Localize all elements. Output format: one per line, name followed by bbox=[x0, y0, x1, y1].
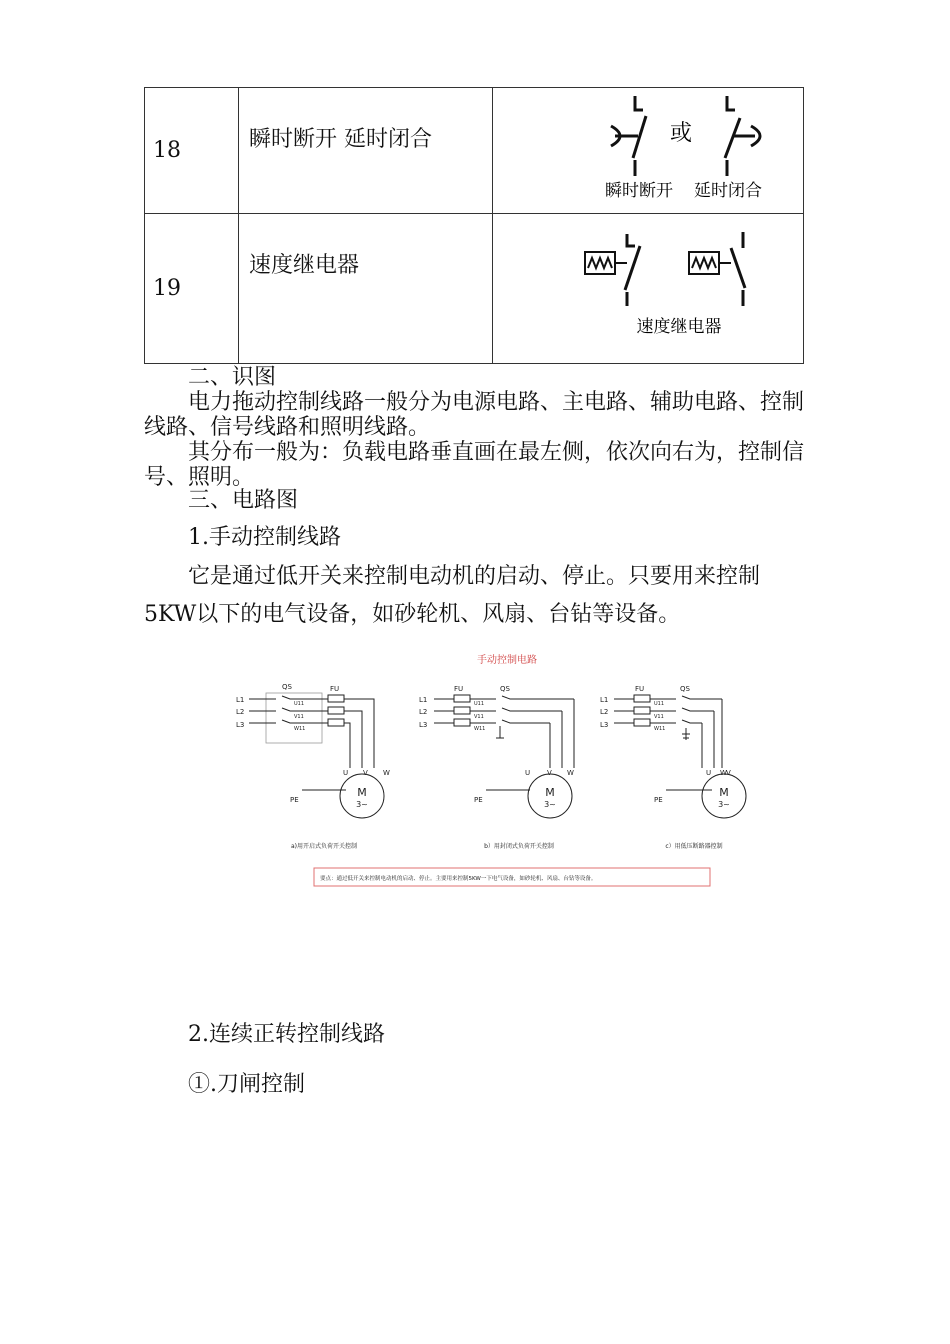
motor-phase: 3~ bbox=[718, 800, 730, 809]
row-name-text: 瞬时断开 延时闭合 bbox=[249, 127, 432, 152]
motor-label: M bbox=[719, 786, 729, 799]
paragraph: 电力拖动控制线路一般分为电源电路、主电路、辅助电路、控制线路、信号线路和照明线路。 bbox=[144, 390, 805, 440]
motor-phase: 3~ bbox=[544, 800, 556, 809]
v-label: V bbox=[726, 769, 731, 777]
caption-left: 瞬时断开 bbox=[605, 181, 673, 201]
w-label: W bbox=[383, 769, 390, 777]
l2-label: L2 bbox=[419, 708, 428, 716]
fu-label: FU bbox=[635, 685, 645, 693]
section-heading: 三、电路图 bbox=[188, 488, 299, 513]
circuit-a bbox=[236, 683, 390, 850]
note-text: 要点：通过低开关来控制电动机的启动、停止。主要用来控制5KW一下电气设备，如砂轮机、风扇、台钻等设备。 bbox=[320, 876, 597, 882]
or-text: 或 bbox=[669, 121, 693, 146]
motor-label: M bbox=[357, 786, 367, 799]
u-label: U bbox=[706, 769, 712, 777]
table-row bbox=[145, 214, 804, 364]
u11-label: U11 bbox=[294, 701, 305, 707]
pe-label: PE bbox=[654, 796, 663, 804]
circuit-c bbox=[600, 685, 746, 850]
l2-label: L2 bbox=[236, 708, 245, 716]
u-label: U bbox=[525, 769, 531, 777]
paragraph: 它是通过低开关来控制电动机的启动、停止。只要用来控制5KW以下的电气设备，如砂轮机、风扇、台钻等设备。 bbox=[144, 564, 761, 627]
caption-a: a)用开启式负荷开关控制 bbox=[290, 843, 358, 850]
caption-c: c）用低压断路器控制 bbox=[665, 843, 723, 850]
l1-label: L1 bbox=[236, 696, 245, 704]
w-label: W bbox=[567, 769, 574, 777]
l1-label: L1 bbox=[600, 696, 609, 704]
delay-contact-symbol bbox=[493, 88, 823, 213]
v11-label: V11 bbox=[474, 714, 484, 720]
table-row bbox=[145, 88, 804, 214]
row-name bbox=[239, 88, 493, 214]
l3-label: L3 bbox=[600, 721, 609, 729]
symbol-table bbox=[144, 87, 804, 364]
l2-label: L2 bbox=[600, 708, 609, 716]
motor-phase: 3~ bbox=[356, 800, 368, 809]
symbol-cell bbox=[493, 214, 804, 364]
row-name bbox=[239, 214, 493, 364]
manual-control-circuit-diagram bbox=[224, 650, 731, 892]
w11-label: W11 bbox=[474, 726, 486, 732]
l3-label: L3 bbox=[236, 721, 245, 729]
circuit-title: 手动控制电路 bbox=[477, 655, 537, 666]
speed-relay-symbol bbox=[493, 214, 823, 363]
w11-label: W11 bbox=[654, 726, 666, 732]
v-label: V bbox=[363, 769, 368, 777]
symbol-caption: 速度继电器 bbox=[636, 317, 722, 337]
v11-label: V11 bbox=[294, 714, 304, 720]
motor-label: M bbox=[545, 786, 555, 799]
qs-label: QS bbox=[282, 683, 292, 691]
sub-heading: 2.连续正转控制线路 bbox=[188, 1022, 385, 1047]
l3-label: L3 bbox=[419, 721, 428, 729]
w11-label: W11 bbox=[294, 726, 306, 732]
row-number: 19 bbox=[145, 214, 239, 364]
w-label: W bbox=[720, 769, 727, 777]
qs-label: QS bbox=[500, 685, 510, 693]
v-label: V bbox=[547, 769, 552, 777]
sub-heading: 1.手动控制线路 bbox=[188, 525, 341, 550]
section-heading: 二、识图 bbox=[188, 365, 277, 390]
pe-label: PE bbox=[474, 796, 483, 804]
v11-label: V11 bbox=[654, 714, 664, 720]
symbol-cell bbox=[493, 88, 804, 214]
caption-b: b）用封闭式负荷开关控制 bbox=[484, 843, 554, 850]
paragraph: 其分布一般为：负载电路垂直画在最左侧，依次向右为，控制信号、照明。 bbox=[144, 440, 805, 490]
qs-label: QS bbox=[680, 685, 690, 693]
circuit-b bbox=[419, 685, 574, 850]
l1-label: L1 bbox=[419, 696, 428, 704]
row-name-text: 速度继电器 bbox=[249, 253, 360, 278]
u-label: U bbox=[343, 769, 349, 777]
caption-right: 延时闭合 bbox=[694, 181, 762, 201]
fu-label: FU bbox=[454, 685, 464, 693]
fu-label: FU bbox=[330, 685, 340, 693]
sub-heading: ①.刀闸控制 bbox=[188, 1072, 305, 1097]
row-number: 18 bbox=[145, 88, 239, 214]
pe-label: PE bbox=[290, 796, 299, 804]
u11-label: U11 bbox=[474, 701, 485, 707]
u11-label: U11 bbox=[654, 701, 665, 707]
